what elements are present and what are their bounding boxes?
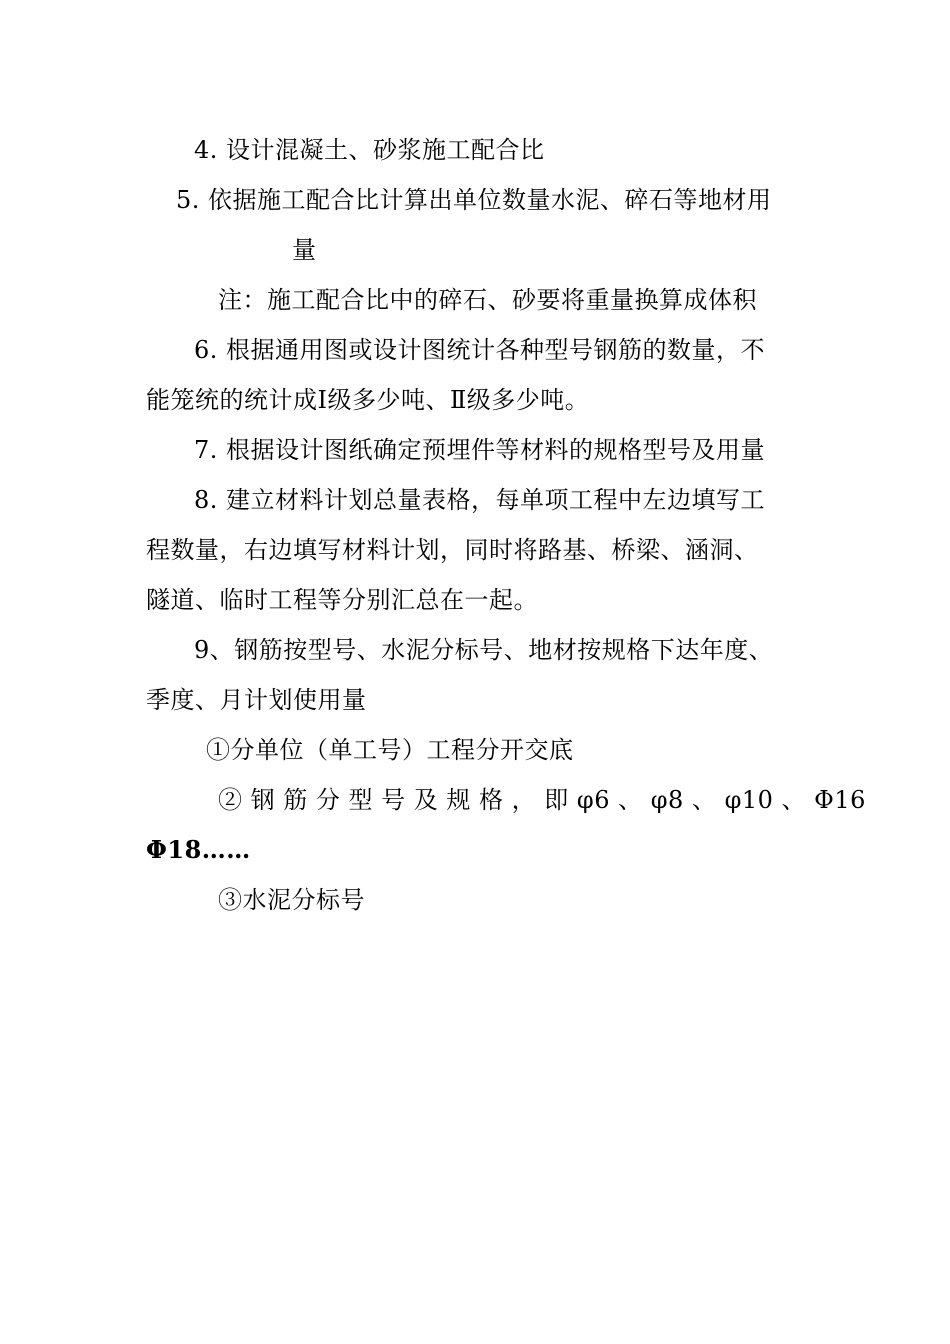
sub-item-2: ② 钢 筋 分 型 号 及 规 格 ， 即 φ6 、 φ8 、 φ10 、 Φ16 bbox=[218, 786, 866, 814]
item-9: 9、钢筋按型号、水泥分标号、地材按规格下达年度、 bbox=[194, 636, 774, 664]
item-8-continuation-1: 程数量，右边填写材料计划，同时将路基、桥梁、涵洞、 bbox=[146, 536, 759, 564]
item-9-continuation: 季度、月计划使用量 bbox=[146, 686, 367, 714]
item-5-continuation: 量 bbox=[292, 236, 317, 264]
item-5: 5. 依据施工配合比计算出单位数量水泥、碎石等地材用 bbox=[176, 186, 772, 214]
item-7: 7. 根据设计图纸确定预埋件等材料的规格型号及用量 bbox=[194, 436, 766, 464]
note-line: 注：施工配合比中的碎石、砂要将重量换算成体积 bbox=[218, 286, 757, 314]
sub-item-2-continuation: Φ18…… bbox=[146, 835, 251, 864]
item-6-continuation: 能笼统的统计成Ⅰ级多少吨、Ⅱ级多少吨。 bbox=[146, 386, 590, 414]
sub-item-1: ①分单位（单工号）工程分开交底 bbox=[206, 736, 574, 764]
sub-item-3: ③水泥分标号 bbox=[218, 886, 365, 914]
item-4: 4. 设计混凝土、砂浆施工配合比 bbox=[194, 136, 545, 164]
item-8-continuation-2: 隧道、临时工程等分别汇总在一起。 bbox=[146, 586, 538, 614]
item-6: 6. 根据通用图或设计图统计各种型号钢筋的数量，不 bbox=[194, 336, 766, 364]
item-8: 8. 建立材料计划总量表格，每单项工程中左边填写工 bbox=[194, 486, 766, 514]
